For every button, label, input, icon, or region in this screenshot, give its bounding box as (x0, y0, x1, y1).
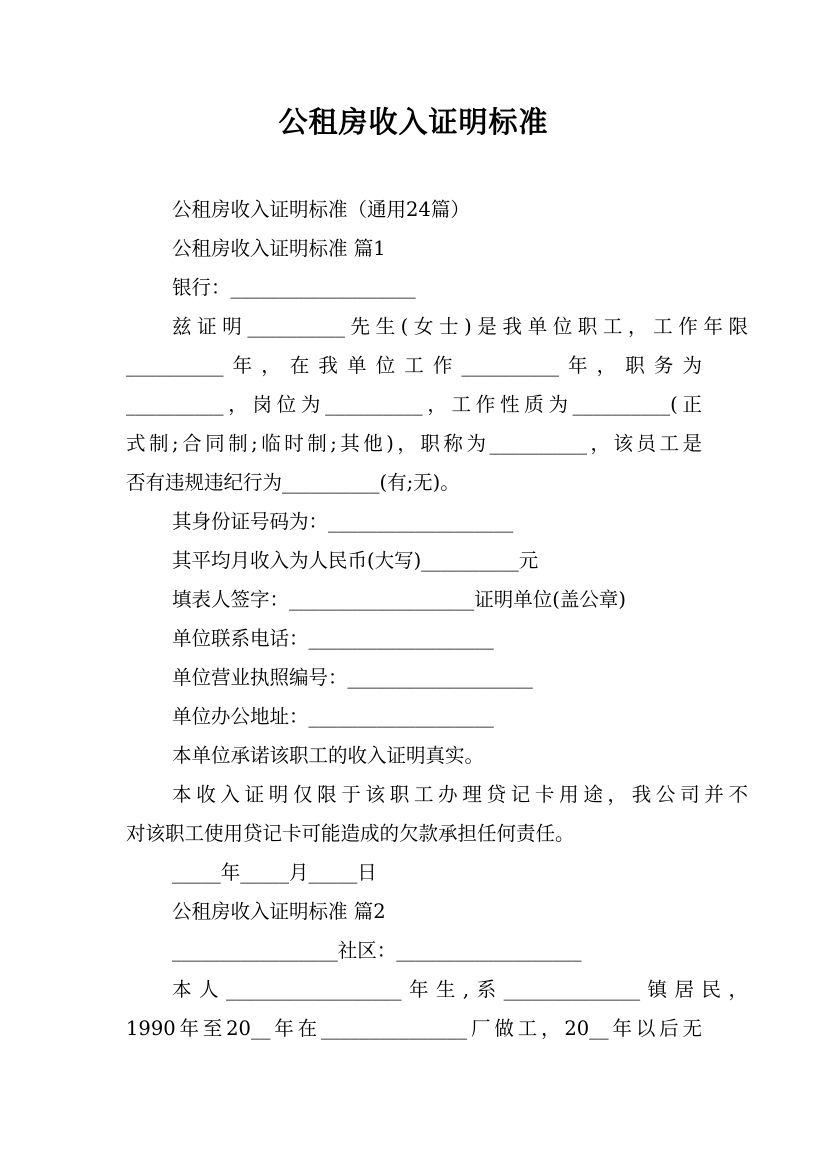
date-line: _____年_____月_____日 (172, 861, 377, 884)
phone-line: 单位联系电话：___________________ (172, 627, 494, 650)
id-number-line: 其身份证号码为：___________________ (172, 510, 514, 533)
license-line: 单位营业执照编号：___________________ (172, 666, 533, 689)
paragraph-line: 本人__________________年生,系______________镇居民， (172, 978, 748, 1001)
paragraph-line: 1990年至20__年在_______________厂做工，20__年以后无 (126, 1017, 702, 1040)
address-line: 单位办公地址：___________________ (172, 705, 494, 728)
signature-line: 填表人签字：___________________证明单位(盖公章) (172, 588, 626, 611)
paragraph-line: __________年，在我单位工作__________年，职务为 (126, 354, 702, 377)
promise-line: 本单位承诺该职工的收入证明真实。 (172, 744, 485, 767)
section-heading-1: 公租房收入证明标准 篇1 (172, 237, 386, 260)
community-line: _________________社区：___________________ (172, 939, 582, 962)
section-heading-2: 公租房收入证明标准 篇2 (172, 900, 386, 923)
paragraph-line: 否有违规违纪行为__________(有;无)。 (126, 471, 460, 494)
paragraph-line: 兹证明__________先生(女士)是我单位职工，工作年限 (172, 315, 748, 338)
disclaimer-line: 对该职工使用贷记卡可能造成的欠款承担任何责任。 (126, 822, 575, 845)
document-title: 公租房收入证明标准 (278, 105, 549, 139)
income-line: 其平均月收入为人民币(大写)__________元 (172, 549, 539, 572)
bank-line: 银行：___________________ (172, 276, 416, 299)
paragraph-line: 式制;合同制;临时制;其他)，职称为__________，该员工是 (126, 432, 702, 455)
paragraph-line: __________，岗位为__________，工作性质为__________(正 (126, 393, 702, 416)
subtitle-line: 公租房收入证明标准（通用24篇） (172, 198, 470, 221)
disclaimer-line: 本收入证明仅限于该职工办理贷记卡用途，我公司并不 (172, 783, 748, 806)
